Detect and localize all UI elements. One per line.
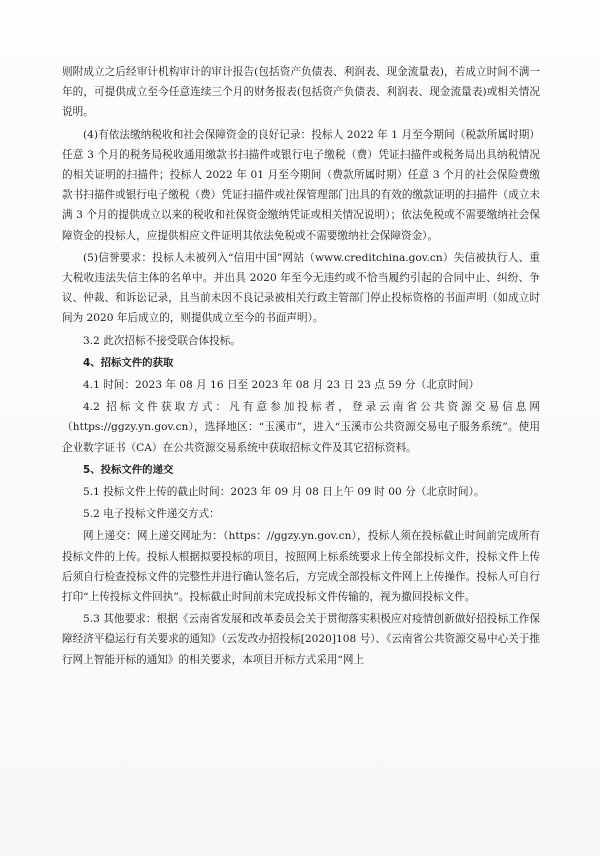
document-body <box>62 62 540 672</box>
heading-obtain-documents: 4、招标文件的获取 <box>83 356 174 369</box>
paragraph-financial-reports: 则附成立之后经审计机构审计的审计报告(包括资产负债表、利润表、现金流量表)，若成立时间不满一年的，可提供成立至今任意连续三个月的财务报表(包括资产负债表、利润表、现金流量表)或相关情况说明。 <box>62 66 540 119</box>
paragraph-obtain-time: 4.1 时间：2023 年 08 月 16 日至 2023 年 08 月 23 日 23 点 59 分（北京时间） <box>83 379 480 392</box>
paragraph-obtain-method: 4.2 招标文件获取方式：凡有意参加投标者，登录云南省公共资源交易信息网（https://ggzy.yn.gov.cn），选择地区：“玉溪市”，进入“玉溪市公共资源交易电子服务系统”。使用企业数字证书（CA）在公共资源交易系统中获取招标文件及其它招标资料。 <box>62 401 540 454</box>
heading-submit-bids: 5、投标文件的递交 <box>83 463 174 476</box>
paragraph-online-submission: 网上递交：网上递交网址为：（https：//ggzy.yn.gov.cn），投标人须在投标截止时间前完成所有投标文件的上传。投标人根据拟要投标的项目，按照网上标系统要求上传全部投标文件，投标文件上传后须自行检查投标文件的完整性并进行确认签名后，方完成全部投标文件网上上传操作。投标人可自行打印“上传投标文件回执”。投标截止时间前未完成投标文件传输的，视为撤回投标文件。 <box>62 530 540 604</box>
paragraph-other-requirements: 5.3 其他要求：根据《云南省发展和改革委员会关于贯彻落实积极应对疫情创新做好招投标工作保障经济平稳运行有关要求的通知》（云发改办招投标[2020]108 号）、《云南省公共资源交易中心关于推行网上智能开标的通知》的相关要求，本项目开标方式采用“网上 <box>62 613 540 666</box>
paragraph-upload-deadline: 5.1 投标文件上传的截止时间：2023 年 09 月 08 日上午 09 时 00 分（北京时间）。 <box>83 486 485 499</box>
paragraph-no-consortium: 3.2 此次招标不接受联合体投标。 <box>83 334 241 347</box>
paragraph-submission-method: 5.2 电子投标文件递交方式： <box>83 508 220 521</box>
paragraph-credit-requirement: (5)信誉要求：投标人未被列入“信用中国”网站（www.creditchina.gov.cn）失信被执行人、重大税收违法失信主体的名单中。并出具 2020 年至今无违约或不恰当履约引起的合同中止、纠纷、争议、仲裁、和诉讼记录，且当前未因不良记录被相关行政主管部门停止投标资格的书面声明（如成立时间为 2020 年后成立的，则提供成立至今的书面声明）。 <box>62 251 540 325</box>
paragraph-tax-social-security: (4)有依法缴纳税收和社会保障资金的良好记录：投标人 2022 年 1 月至今期间（税款所属时期）任意 3 个月的税务局税收通用缴款书扫描件或银行电子缴税（费）凭证扫描件或税务局出具纳税情况的相关证明的扫描件；投标人 2022 年 01 月至今期间（费款所属时期）任意 3 个月的社会保险费缴款书扫描件或银行电子缴税（费）凭证扫描件或社保管理部门出具的有效的缴款证明的扫描件（成立未满 3 个月的提供成立以来的税收和社保资金缴纳凭证或相关情况说明）；依法免税或不需要缴纳社会保障资金的投标人，应提供相应文件证明其依法免税或不需要缴纳社会保障资金）。 <box>62 128 540 242</box>
